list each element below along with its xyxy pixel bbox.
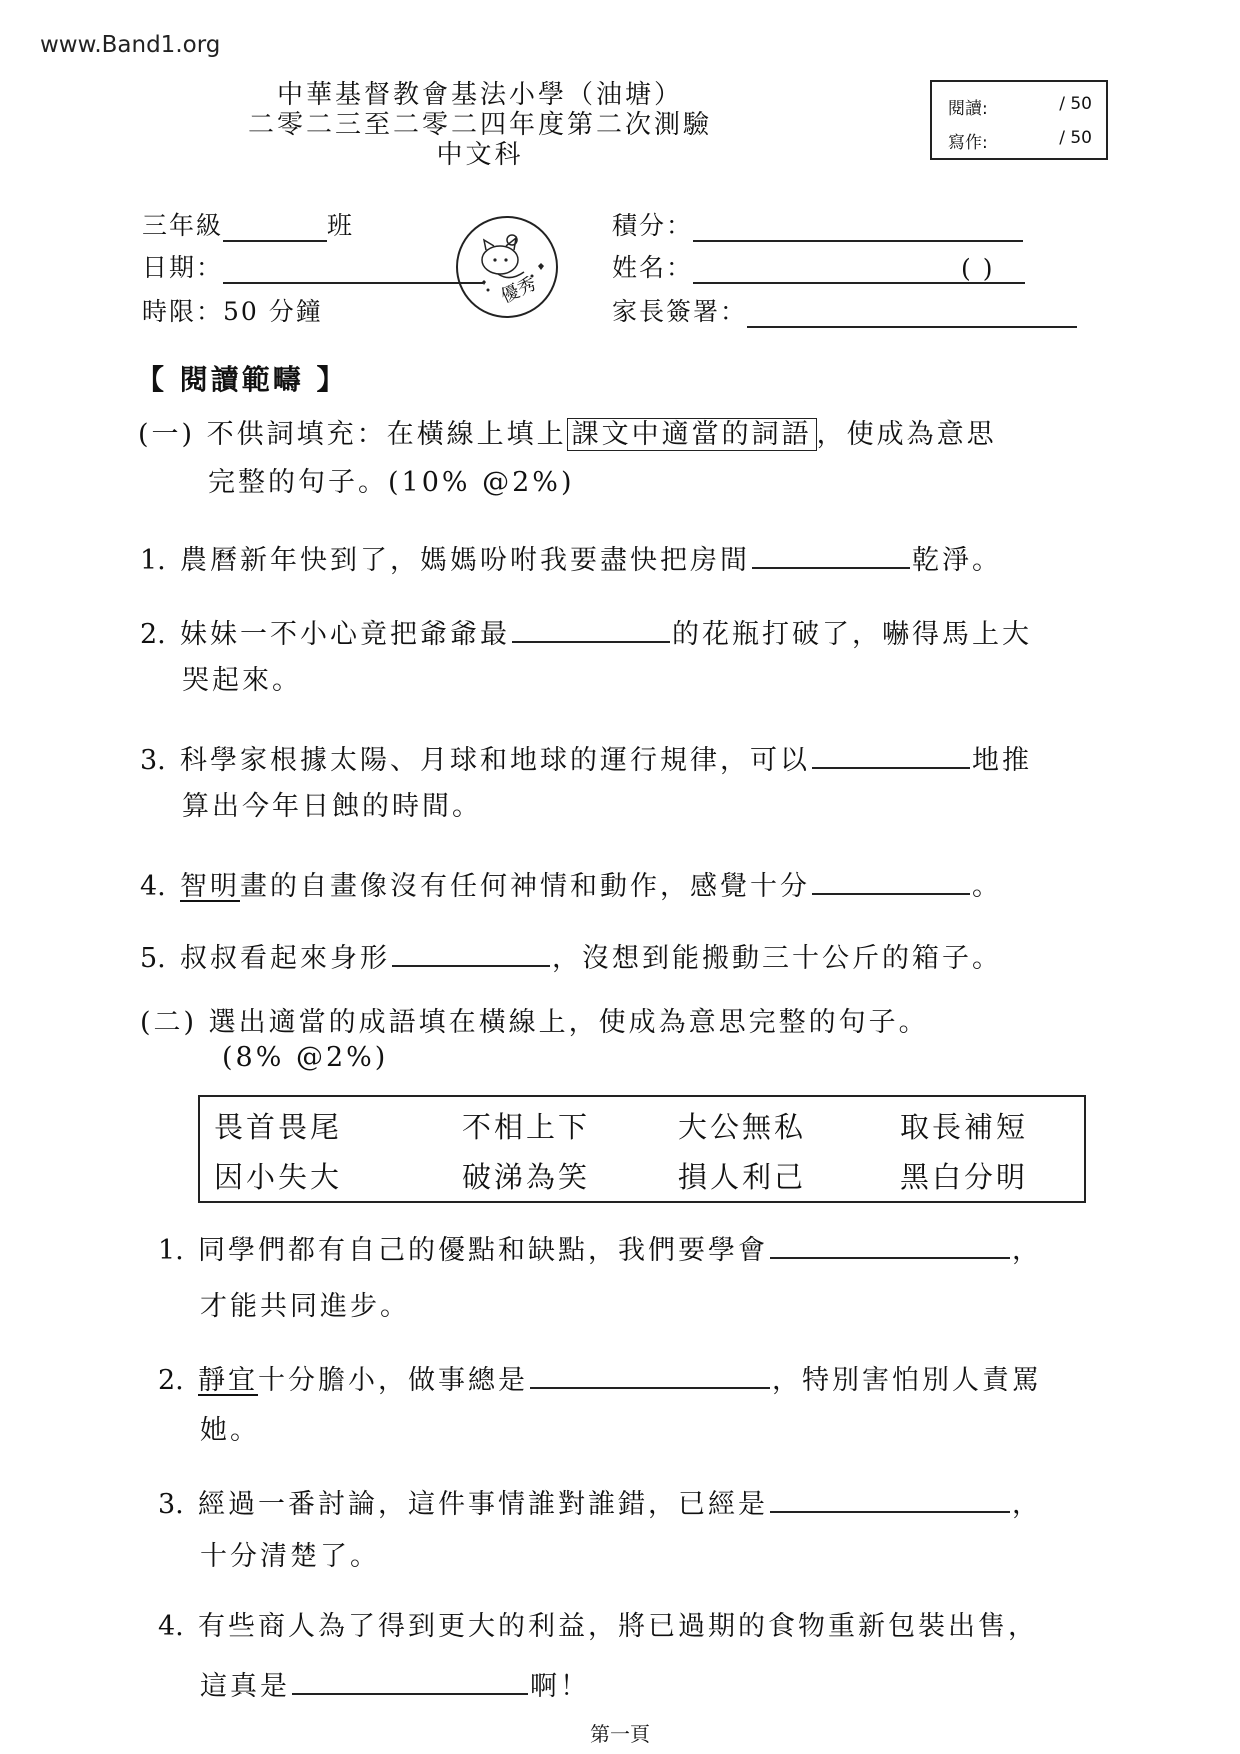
parent-signature-blank[interactable] <box>747 300 1077 328</box>
idiom-option: 畏首畏尾 <box>214 1110 343 1144</box>
part2-marks: (8% @2%) <box>222 1042 389 1073</box>
idiom-option: 破涕為笑 <box>462 1160 591 1194</box>
instruction-text: 不供詞填充：在橫線上填上 <box>206 419 567 450</box>
proper-name: 靜宜 <box>198 1365 258 1396</box>
question-text: 畫的自畫像沒有任何神情和動作，感覺十分 <box>240 871 810 902</box>
question-number: 4. <box>158 1611 184 1642</box>
question-number: 1. <box>158 1235 184 1266</box>
parent-signature-label: 家長簽署： <box>612 297 748 326</box>
question-2-3-line2: 十分清楚了。 <box>200 1541 380 1572</box>
idiom-option: 大公無私 <box>678 1110 807 1144</box>
part1-instruction-line2: 完整的句子。(10% @2%) <box>208 467 575 498</box>
page-number: 第一頁 <box>590 1722 650 1746</box>
question-2-2 <box>158 1358 1042 1397</box>
name-field <box>612 248 1025 284</box>
question-text: 妹妹一不小心竟把爺爺最 <box>180 619 510 650</box>
question-number: 5. <box>140 943 166 974</box>
answer-blank[interactable] <box>812 743 970 769</box>
part2-instruction <box>140 1000 929 1039</box>
answer-blank[interactable] <box>770 1487 1010 1513</box>
subject-title: 中文科 <box>436 140 524 170</box>
idiom-option: 黑白分明 <box>900 1160 1029 1194</box>
grade-class-field <box>142 206 354 242</box>
class-suffix: 班 <box>327 211 355 240</box>
date-label: 日期： <box>142 253 224 282</box>
question-number: 1. <box>140 545 166 576</box>
question-1-2 <box>140 612 1032 651</box>
class-number-paren: ( ) <box>961 254 995 283</box>
boxed-emphasis: 課文中適當的詞語 <box>567 418 817 451</box>
question-number: 3. <box>158 1489 184 1520</box>
parent-signature-field <box>612 292 1077 328</box>
question-text: 這真是 <box>200 1671 290 1702</box>
question-text: 同學們都有自己的優點和缺點，我們要學會 <box>198 1235 768 1266</box>
question-text: 乾淨。 <box>912 545 1002 576</box>
score-label: 積分： <box>612 211 694 240</box>
watermark: www.Band1.org <box>40 32 221 58</box>
class-blank[interactable] <box>223 214 327 242</box>
part-marker: (二) <box>140 1007 198 1038</box>
score-label: 閱讀: <box>948 99 988 119</box>
answer-blank[interactable] <box>512 617 670 643</box>
question-1-2-line2: 哭起來。 <box>182 665 302 696</box>
part-marker: (一) <box>138 419 196 450</box>
answer-blank[interactable] <box>292 1669 528 1695</box>
question-2-2-line2: 她。 <box>200 1415 260 1446</box>
date-field <box>142 248 483 284</box>
question-text: 的花瓶打破了，嚇得馬上大 <box>672 619 1032 650</box>
proper-name: 智明 <box>180 871 240 902</box>
school-name: 中華基督教會基法小學（油塘） <box>276 80 683 110</box>
question-1-3 <box>140 738 1032 777</box>
instruction-text: ，使成為意思 <box>816 419 997 450</box>
question-text: 經過一番討論，這件事情誰對誰錯，已經是 <box>198 1489 768 1520</box>
idiom-option: 取長補短 <box>900 1110 1029 1144</box>
score-row-reading <box>948 94 1092 119</box>
grade-label: 三年級 <box>142 211 224 240</box>
question-1-4 <box>140 864 1002 903</box>
question-text: ， <box>1012 1235 1042 1266</box>
answer-blank[interactable] <box>812 869 970 895</box>
answer-blank[interactable] <box>752 543 910 569</box>
question-1-1 <box>140 538 1002 577</box>
score-value: / 50 <box>1059 128 1092 148</box>
answer-blank[interactable] <box>530 1363 770 1389</box>
question-number: 3. <box>140 745 166 776</box>
date-blank[interactable] <box>223 256 483 284</box>
question-text: 。 <box>972 871 1002 902</box>
question-1-5 <box>140 936 1002 975</box>
question-1-3-line2: 算出今年日蝕的時間。 <box>182 791 482 822</box>
question-text: ，沒想到能搬動三十公斤的箱子。 <box>552 943 1002 974</box>
idiom-word-bank <box>198 1095 1086 1203</box>
score-value: / 50 <box>1059 94 1092 114</box>
stamp-text: 優秀 <box>497 273 540 308</box>
question-text: ， <box>1012 1489 1042 1520</box>
answer-blank[interactable] <box>392 941 550 967</box>
question-text: 啊！ <box>530 1671 590 1702</box>
idiom-option: 因小失大 <box>214 1160 343 1194</box>
question-2-3 <box>158 1482 1042 1521</box>
idiom-option: 不相上下 <box>462 1110 591 1144</box>
score-label: 寫作: <box>948 133 988 153</box>
question-number: 4. <box>140 871 166 902</box>
exam-title: 二零二三至二零二四年度第二次測驗 <box>247 110 712 140</box>
question-text: 科學家根據太陽、月球和地球的運行規律，可以 <box>180 745 810 776</box>
score-row-writing <box>948 128 1092 153</box>
section-title: 【 閱讀範疇 】 <box>136 363 348 396</box>
idiom-option: 損人利己 <box>678 1160 807 1194</box>
name-label: 姓名： <box>612 253 694 282</box>
question-text: ，特別害怕別人責罵 <box>772 1365 1042 1396</box>
instruction-text: 選出適當的成語填在橫線上，使成為意思完整的句子。 <box>208 1007 929 1038</box>
question-2-4-line2 <box>200 1664 590 1703</box>
hello-kitty-stamp-icon <box>456 216 558 318</box>
part1-instruction <box>138 412 997 451</box>
score-blank[interactable] <box>693 214 1023 242</box>
question-2-4 <box>158 1604 1038 1643</box>
question-2-1 <box>158 1228 1042 1267</box>
score-box <box>930 80 1108 160</box>
answer-blank[interactable] <box>770 1233 1010 1259</box>
question-text: 有些商人為了得到更大的利益，將已過期的食物重新包裝出售， <box>198 1611 1038 1642</box>
question-2-1-line2: 才能共同進步。 <box>200 1291 410 1322</box>
question-text: 地推 <box>972 745 1032 776</box>
question-text: 農曆新年快到了，媽媽吩咐我要盡快把房間 <box>180 545 750 576</box>
class-number-blank[interactable] <box>961 256 1025 284</box>
name-blank[interactable] <box>693 256 961 284</box>
question-text: 叔叔看起來身形 <box>180 943 390 974</box>
question-number: 2. <box>158 1365 184 1396</box>
time-limit: 時限：50 分鐘 <box>142 297 323 326</box>
question-number: 2. <box>140 619 166 650</box>
question-text: 十分膽小，做事總是 <box>258 1365 528 1396</box>
score-field <box>612 206 1023 242</box>
